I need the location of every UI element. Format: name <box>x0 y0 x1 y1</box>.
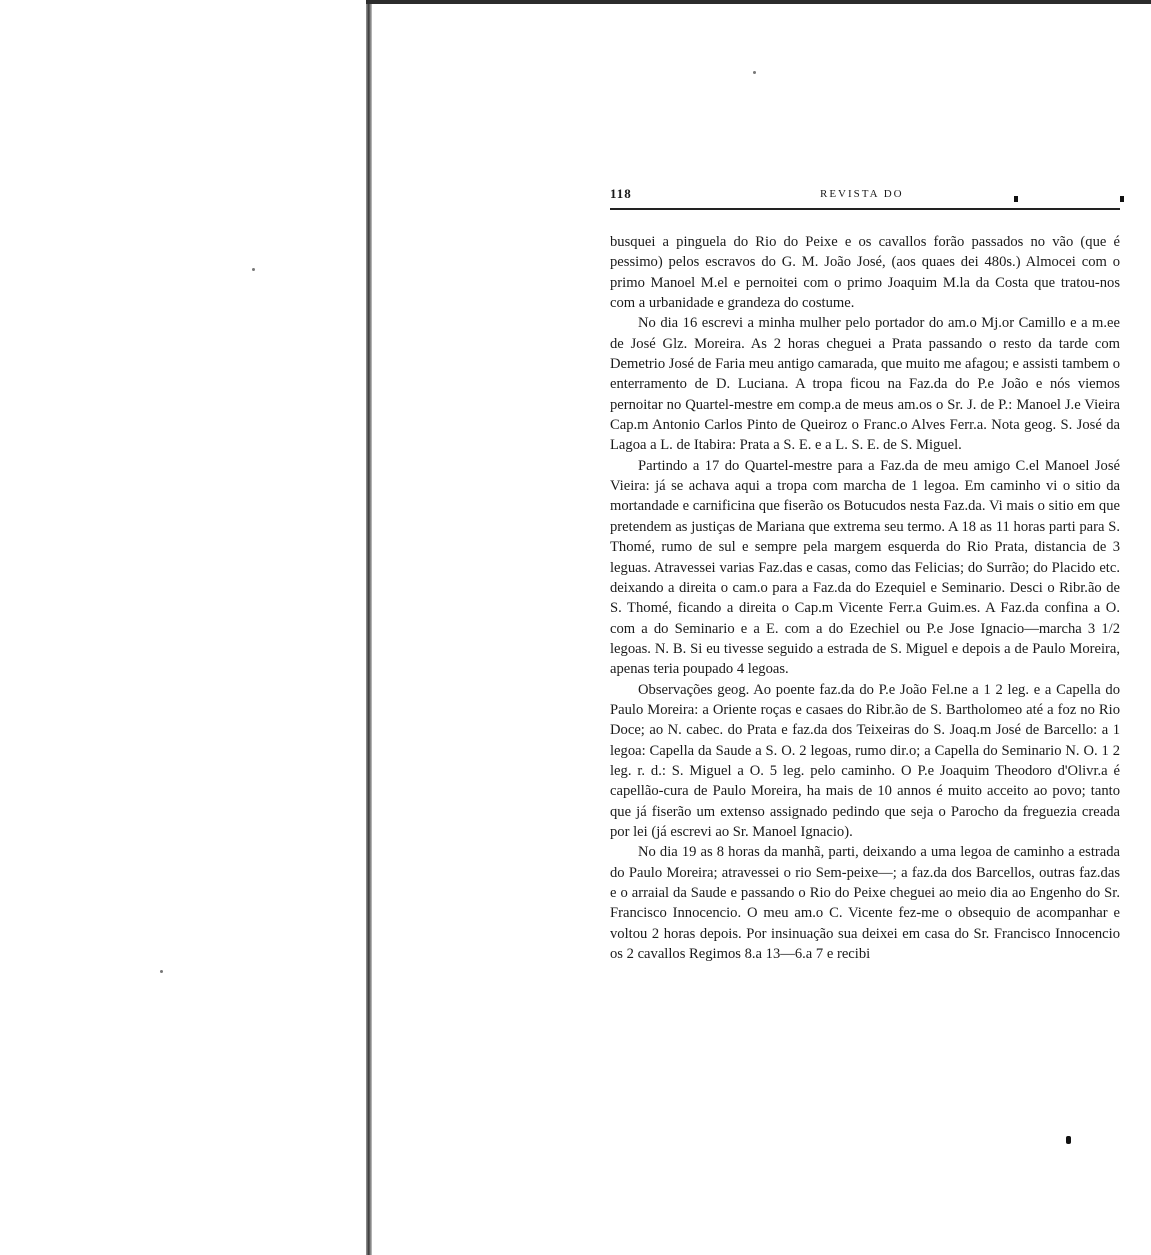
paragraph: Observações geog. Ao poente faz.da do P.e João Fel.ne a 1 2 leg. e a Capella do Paulo Moreira: a Oriente roças e casaes do Ribr.ão de S. Bartholomeo até a foz no Rio Doce; ao N. cabec. do Prata e faz.da dos Teixeiras do S. Joaq.m José de Barcello: a 1 legoa: Capella da Saude a S. O. 2 legoas, rumo dir.o; a Capella do Seminario N. O. 1 2 leg. r. d.: S. Miguel a O. 5 leg. pelo caminho. O P.e Joaquim Theodoro d'Olivr.a é capellão-cura de Paulo Moreira, ha mais de 10 annos é muito acceito ao povo; tanto que já fiserão um extenso assignado pedindo que seja o Parocho da freguezia creada por lei (já escrevi ao Sr. Manoel Ignacio). <box>610 681 1120 840</box>
ink-mark <box>1066 1136 1071 1144</box>
facing-page-blank <box>0 0 366 1255</box>
page-number: 118 <box>610 186 632 201</box>
header-rule <box>610 208 1120 210</box>
paragraph: No dia 19 as 8 horas da manhã, parti, deixando a uma legoa de caminho a estrada do Paulo Moreira; atravessei o rio Sem-peixe—; a faz.da dos Barcellos, outras faz.das e o arraial da Saude e passando o Rio do Peixe cheguei ao meio dia ao Engenho do Sr. Francisco Innocencio. O meu am.o C. Vicente fez-me o obsequio de acompanhar e voltou 2 horas depois. Por insinuação sua deixei em casa do Sr. Francisco Innocencio os 2 cavallos Regimos 8.a 13—6.a 7 e recibi <box>610 844 1120 963</box>
ink-mark <box>1014 196 1018 202</box>
paragraph: busquei a pinguela do Rio do Peixe e os cavallos forão passados no vão (que é pessimo) pelos escravos do G. M. João José, (aos quaes dei 480s.) Almocei com o primo Manoel M.el e pernoitei com o primo Joaquim M.la da Costa que tratou-nos com a urbanidade e grandeza do costume. <box>610 234 1120 312</box>
scan-speck <box>160 970 163 973</box>
running-title: REVISTA DO <box>820 188 904 200</box>
ink-mark <box>1120 196 1124 202</box>
paragraph: No dia 16 escrevi a minha mulher pelo portador do am.o Mj.or Camillo e a m.ee de José Glz. Moreira. As 2 horas cheguei a Prata passando o resto da tarde com Demetrio José de Faria meu antigo camarada, que muito me afagou; e assisti tambem o enterramento de D. Luciana. A tropa ficou na Faz.da do P.e João e nós viemos pernoitar no Quartel-mestre em comp.a de meus am.os o Sr. J. de P.: Manoel J.e Vieira Cap.m Antonio Carlos Pinto de Queiroz o Franc.o Alves Ferr.a. Nota geog. S. José da Lagoa a L. de Itabira: Prata a S. E. e a L. S. E. de S. Miguel. <box>610 315 1120 454</box>
page-body <box>610 232 1120 964</box>
scan-speck <box>252 268 255 271</box>
book-page <box>372 0 1151 1255</box>
page-header <box>610 186 1126 208</box>
paragraph: Partindo a 17 do Quartel-mestre para a Faz.da de meu amigo C.el Manoel José Vieira: já se achava aqui a tropa com marcha de 1 legoa. Em caminho vi o sitio da mortandade e carnificina que fiserão os Botucudos nesta Faz.da. Vi mais o sitio em que pretendem as justiças de Mariana que extrema seu termo. A 18 as 11 horas parti para S. Thomé, rumo de sul e sempre pela margem esquerda do Rio Prata, distancia de 3 leguas. Atravessei varias Faz.das e casas, como das Felicias; do Surrão; do Placido etc. deixando a direita o cam.o para a Faz.da do Ezequiel e Seminario. Desci o Ribr.ão de S. Thomé, ficando a direita o Cap.m Vicente Ferr.a Guim.es. A Faz.da confina a O. com a do Seminario e a E. com a do Ezechiel ou P.e Jose Ignacio—marcha 3 1/2 legoas. N. B. Si eu tivesse seguido a estrada de S. Miguel e depois a de Paulo Moreira, apenas teria poupado 4 legoas. <box>610 457 1120 678</box>
